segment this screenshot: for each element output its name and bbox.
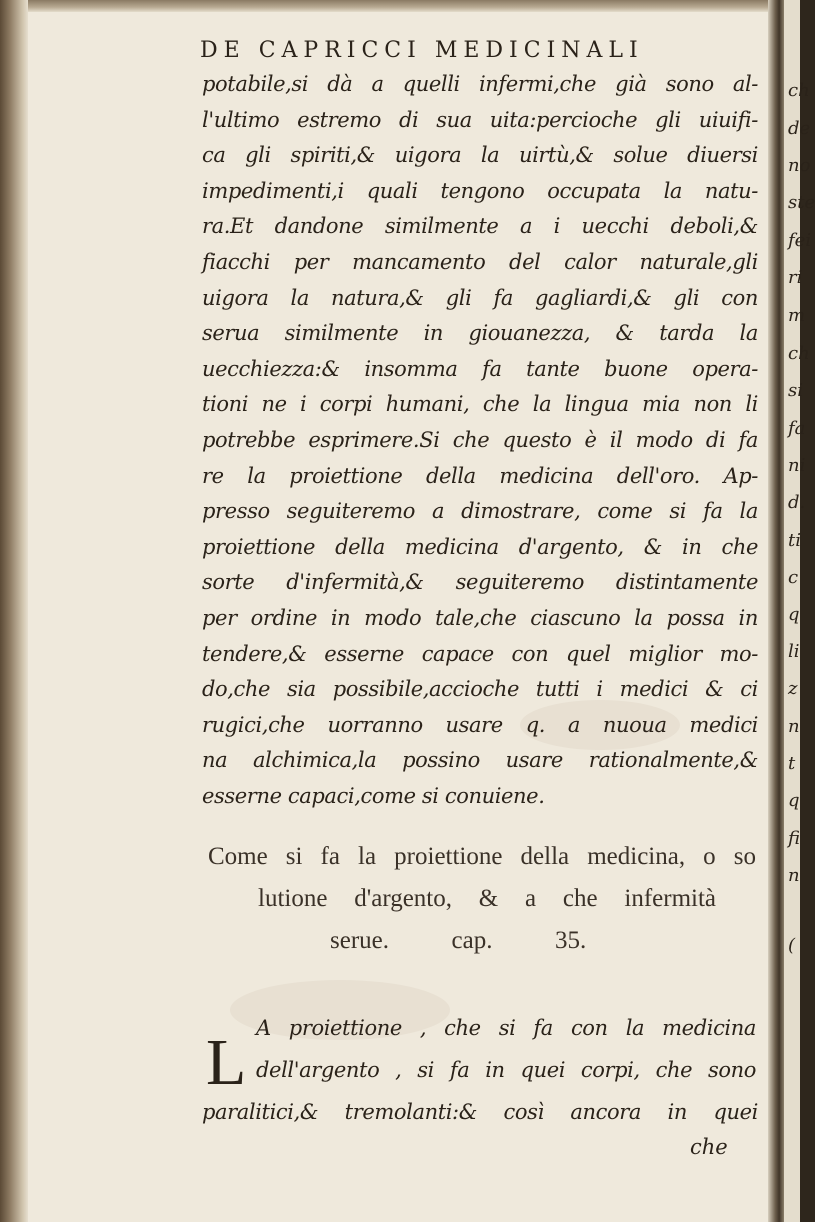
body-line: tioni ne i corpi humani, che la lingua mia non li — [202, 392, 758, 417]
page-gutter — [768, 0, 784, 1222]
body-line: re la proiettione della medicina dell'oro. Ap- — [202, 463, 758, 488]
chapter-heading-line: lutione d'argento, & a che infermità — [258, 885, 716, 912]
binding-edge — [0, 0, 28, 1222]
facing-page-fragment: ri — [788, 267, 803, 288]
facing-page-fragment: ste — [788, 192, 815, 213]
facing-page-fragment: t — [788, 753, 796, 774]
body-line: sorte d'infermità,& seguiteremo distintamente — [202, 570, 758, 595]
paragraph-line: A proiettione , che si fa con la medicina — [256, 1016, 756, 1040]
facing-page-fragment: li — [788, 641, 800, 662]
drop-cap: L — [206, 1026, 247, 1099]
body-line: l'ultimo estremo di sua uita:percioche gli uiuifi- — [202, 107, 758, 132]
body-line: fiacchi per mancamento del calor naturale,gli — [202, 250, 758, 274]
facing-page-fragment: q — [788, 604, 800, 625]
facing-page-fragment: fa — [788, 418, 806, 439]
facing-page-fragment: z — [788, 678, 798, 699]
body-line: do,che sia possibile,accioche tutti i medici & ci — [202, 677, 758, 702]
body-line: impedimenti,i quali tengono occupata la natu- — [202, 178, 758, 203]
body-line: ca gli spiriti,& uigora la uirtù,& solue diuersi — [202, 143, 758, 168]
facing-page-fragment: fei — [788, 230, 812, 251]
facing-page-fragment: ch — [788, 80, 810, 101]
paragraph-line: paralitici,& tremolanti:& così ancora in quei — [202, 1100, 758, 1124]
paragraph-line: dell'argento , si fa in quei corpi, che sono — [256, 1058, 756, 1082]
running-head: DE CAPRICCI MEDICINALI — [200, 38, 644, 63]
body-line: presso seguiteremo a dimostrare, come si fa la — [202, 499, 758, 524]
facing-page-fragment: m — [788, 305, 806, 326]
body-line: potrebbe esprimere.Si che questo è il modo di fa — [202, 428, 758, 452]
body-line: rugici,che uorranno usare q. a nuoua medici — [202, 712, 758, 737]
facing-page-fragment: ni — [788, 455, 806, 476]
facing-page-fragment: no — [788, 155, 811, 176]
catchword: che — [690, 1135, 728, 1159]
facing-page-fragment: ch — [788, 343, 810, 364]
facing-page-fragment: c — [788, 567, 799, 588]
facing-page-fragment: fi — [788, 828, 801, 849]
facing-page-fragment: ti — [788, 530, 801, 551]
facing-page-fragment: ( — [788, 935, 796, 956]
body-line: uecchiezza:& insomma fa tante buone opera- — [202, 356, 758, 381]
body-line: esserne capaci,come si conuiene. — [202, 784, 545, 808]
body-line: potabile,si dà a quelli infermi,che già sono al- — [202, 72, 758, 96]
facing-page-fragment: n — [788, 865, 800, 886]
body-line: serua similmente in giouanezza, & tarda la — [202, 321, 758, 346]
body-line: tendere,& esserne capace con quel miglior mo- — [202, 641, 758, 666]
body-line: proiettione della medicina d'argento, & in che — [202, 534, 758, 559]
body-line: uigora la natura,& gli fa gagliardi,& gli con — [202, 285, 758, 310]
page-top-edge — [0, 0, 800, 12]
facing-page-fragment: d. — [788, 492, 806, 513]
body-line: ra.Et dandone similmente a i uecchi deboli,& — [202, 214, 758, 239]
facing-page-fragment: de — [788, 118, 811, 139]
facing-page-fragment: n — [788, 716, 800, 737]
facing-page-fragment: si — [788, 380, 803, 401]
body-line: na alchimica,la possino usare rationalmente,& — [202, 748, 758, 773]
facing-page-fragment: q — [788, 790, 800, 811]
chapter-heading-line: serue. cap. 35. — [330, 927, 587, 954]
body-line: per ordine in modo tale,che ciascuno la possa in — [202, 606, 758, 630]
chapter-heading-line: Come si fa la proiettione della medicina, o so — [208, 843, 756, 870]
